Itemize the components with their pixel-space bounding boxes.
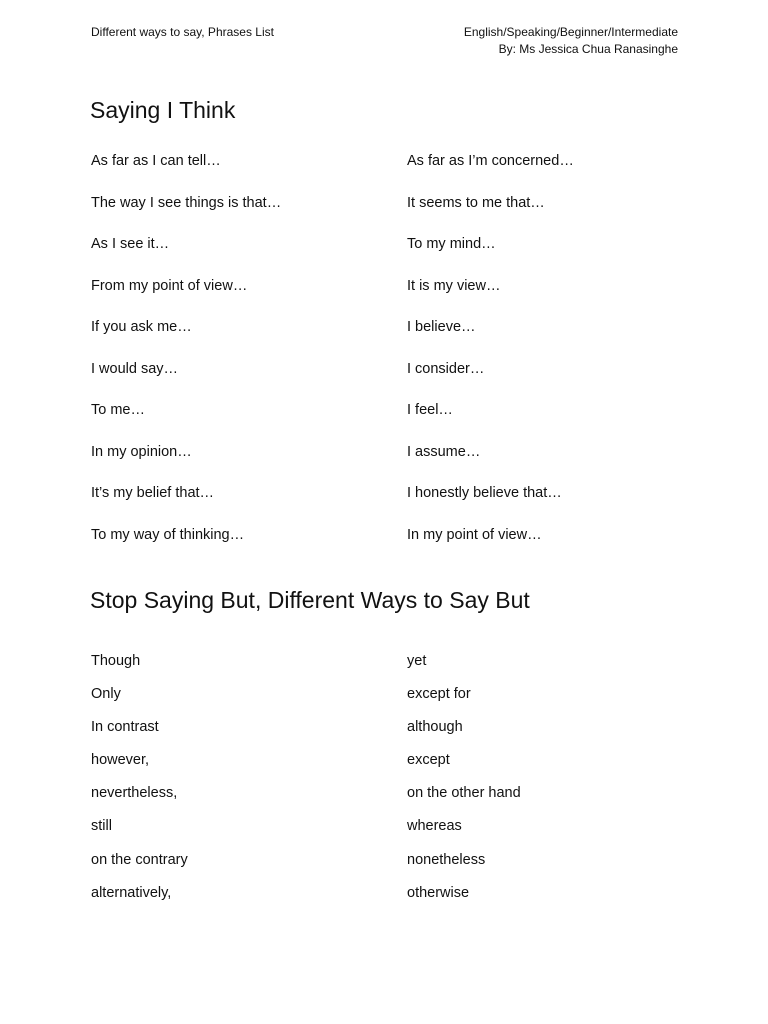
phrase-item: As far as I can tell… — [91, 153, 221, 169]
phrase-item: To my mind… — [407, 236, 496, 252]
header-title: Different ways to say, Phrases List — [91, 25, 274, 39]
phrase-item: I believe… — [407, 319, 476, 335]
phrase-item: From my point of view… — [91, 277, 248, 294]
phrase-item: I would say… — [91, 360, 179, 377]
phrase-list-ways-to-say-but — [91, 650, 707, 915]
section-title-saying-i-think: Saying I Think — [90, 97, 236, 123]
phrase-item: nonetheless — [407, 851, 486, 868]
phrase-item: In my point of view… — [407, 526, 542, 543]
header-author: By: Ms Jessica Chua Ranasinghe — [498, 42, 678, 56]
phrase-item: It’s my belief that… — [91, 485, 215, 501]
phrase-item: I consider… — [407, 360, 485, 377]
phrase-item: If you ask me… — [91, 319, 192, 335]
phrase-item: however, — [91, 752, 150, 769]
phrase-item: It is my view… — [407, 277, 501, 294]
phrase-list-saying-i-think — [91, 150, 707, 565]
phrase-item: yet — [407, 653, 427, 669]
phrase-item: As far as I’m concerned… — [407, 153, 574, 169]
header-level: English/Speaking/Beginner/Intermediate — [463, 25, 678, 39]
section-title-ways-to-say-but: Stop Saying But, Different Ways to Say But — [90, 587, 530, 613]
phrase-item: alternatively, — [91, 884, 172, 901]
phrase-item: In contrast — [91, 719, 159, 736]
phrase-item: I assume… — [407, 443, 481, 460]
phrase-item: I honestly believe that… — [407, 485, 562, 501]
phrase-item: Though — [91, 653, 141, 669]
phrase-item: The way I see things is that… — [91, 194, 282, 211]
phrase-item: As I see it… — [91, 236, 170, 252]
phrase-item: except — [407, 752, 450, 769]
header-meta — [464, 24, 678, 58]
phrase-item: To me… — [91, 402, 145, 418]
phrase-item: except for — [407, 686, 471, 703]
phrase-item: on the other hand — [407, 785, 521, 802]
phrase-item: I feel… — [407, 402, 453, 418]
phrase-item: on the contrary — [91, 851, 188, 868]
phrase-item: although — [407, 719, 463, 736]
phrase-item: To my way of thinking… — [91, 526, 245, 543]
phrase-item: still — [91, 818, 112, 835]
phrase-item: It seems to me that… — [407, 194, 545, 211]
phrase-item: otherwise — [407, 884, 470, 901]
phrase-item: nevertheless, — [91, 785, 178, 802]
phrase-item: Only — [91, 686, 121, 703]
phrase-item: whereas — [407, 818, 462, 835]
phrase-item: In my opinion… — [91, 443, 192, 460]
